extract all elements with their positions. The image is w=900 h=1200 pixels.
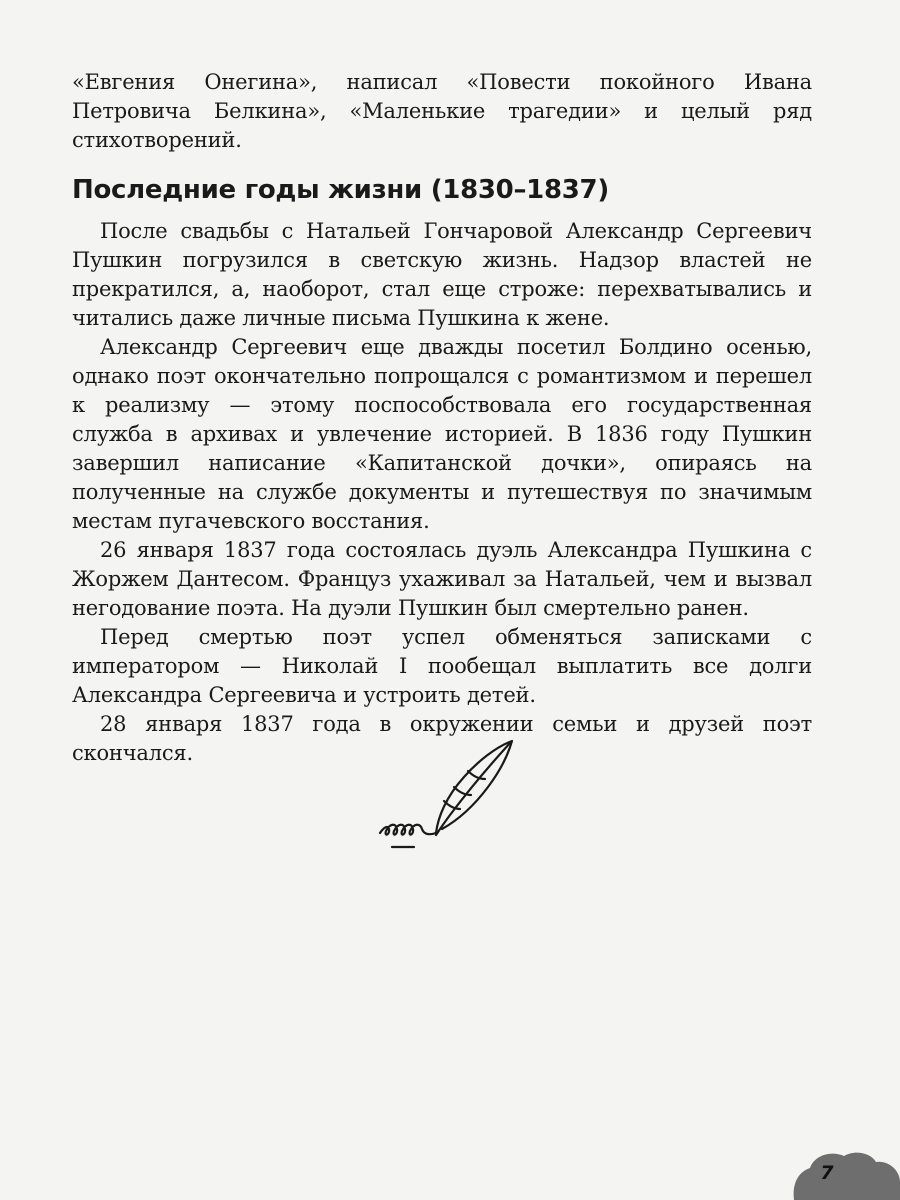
paragraph-5: 28 января 1837 года в окружении семьи и друзей поэт скончался.	[72, 712, 812, 765]
page-number: 7	[820, 1162, 834, 1184]
page-content	[72, 68, 812, 768]
quill-pen-icon	[372, 735, 517, 855]
paragraph-2: Александр Сергеевич еще дважды посетил Болдино осенью, однако поэт окончательно попрощался с романтизмом и перешел к реализму — этому поспособствовала его государственная служба в архивах и увлечение историей. В 1836 году Пушкин завершил написание «Капитанской дочки», опираясь на полученные на службе документы и путешествуя по значимым местам пугачевского восстания.	[72, 335, 812, 533]
paragraph-3: 26 января 1837 года состоялась дуэль Александра Пушкина с Жоржем Дантесом. Француз ухаживал за Натальей, чем и вызвал негодование поэта. На дуэли Пушкин был смертельно ранен.	[72, 538, 812, 620]
paragraph-4: Перед смертью поэт успел обменяться записками с императором — Николай I пообещал выплатить все долги Александра Сергеевича и устроить детей.	[72, 625, 812, 707]
intro-paragraph: «Евгения Онегина», написал «Повести покойного Ивана Петровича Белкина», «Маленькие трагедии» и целый ряд стихотворений.	[72, 70, 812, 152]
page-number-badge	[790, 1148, 900, 1200]
paragraph-1: После свадьбы с Натальей Гончаровой Александр Сергеевич Пушкин погрузился в светскую жизнь. Надзор властей не прекратился, а, наоборот, стал еще строже: перехватывались и читались даже личные письма Пушкина к жене.	[72, 219, 812, 330]
section-heading: Последние годы жизни (1830–1837)	[72, 175, 609, 205]
